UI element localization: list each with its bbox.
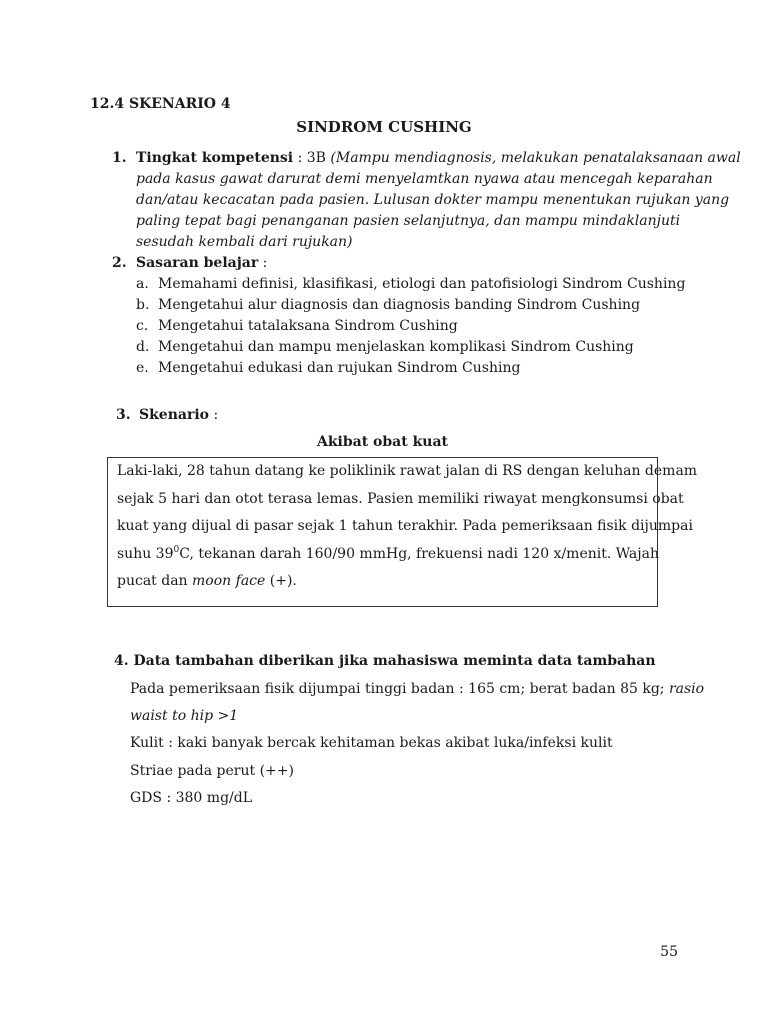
scenario-text: (+). — [265, 573, 297, 589]
subitem-letter: a. — [136, 276, 149, 292]
scenario-italic-text: moon face — [192, 573, 266, 589]
scenario-text: suhu 39 — [117, 546, 174, 562]
item4-line — [130, 679, 705, 699]
item4-text: Pada pemeriksaan fisik dijumpai tinggi badan : 165 cm; berat badan 85 kg; — [130, 681, 669, 697]
item2-label: Sasaran belajar — [136, 255, 259, 271]
item3-label: Skenario — [139, 407, 209, 423]
item4-line: GDS : 380 mg/dL — [130, 790, 253, 806]
subitem-letter: c. — [136, 318, 149, 334]
item1-desc-line: pada kasus gawat darurat demi menyelamtkan nyawa atau mencegah keparahan — [136, 171, 713, 187]
item1-desc-line: sesudah kembali dari rujukan) — [136, 234, 353, 250]
item1-sep: : 3B — [293, 150, 331, 166]
item3-sep: : — [209, 407, 219, 423]
item2-number: 2. — [112, 255, 127, 271]
subitem-letter: d. — [136, 339, 150, 355]
subitem-text: Mengetahui alur diagnosis dan diagnosis banding Sindrom Cushing — [158, 297, 641, 313]
item3-number: 3. — [116, 407, 131, 423]
subitem-text: Mengetahui dan mampu menjelaskan komplikasi Sindrom Cushing — [158, 339, 634, 355]
degree-superscript: 0 — [173, 545, 180, 555]
item1-label: Tingkat kompetensi — [136, 150, 294, 166]
scenario-text: C, tekanan darah 160/90 mmHg, frekuensi nadi 120 x/menit. Wajah — [179, 546, 659, 562]
item1-desc-line: (Mampu mendiagnosis, melakukan penatalaksanaan awal — [330, 150, 741, 166]
subitem-text: Memahami definisi, klasifikasi, etiologi dan patofisiologi Sindrom Cushing — [158, 276, 686, 292]
item2-sep: : — [258, 255, 268, 271]
scenario-title: Akibat obat kuat — [316, 434, 449, 450]
document-title: SINDROM CUSHING — [296, 118, 472, 136]
scenario-line — [117, 571, 297, 591]
scenario-line: kuat yang dijual di pasar sejak 1 tahun terakhir. Pada pemeriksaan fisik dijumpai — [117, 518, 693, 534]
subitem-text: Mengetahui edukasi dan rujukan Sindrom Cushing — [158, 360, 521, 376]
scenario-line — [117, 544, 659, 564]
scenario-text: pucat dan — [117, 573, 193, 589]
scenario-line: Laki-laki, 28 tahun datang ke poliklinik rawat jalan di RS dengan keluhan demam — [117, 463, 698, 479]
item3-heading — [139, 405, 218, 425]
item1-desc-line: dan/atau kecacatan pada pasien. Lulusan dokter mampu menentukan rujukan yang — [136, 192, 730, 208]
item4-italic-text: rasio — [668, 681, 705, 697]
item4-line: Striae pada perut (++) — [130, 763, 294, 779]
page-number: 55 — [660, 944, 678, 960]
subitem-letter: e. — [136, 360, 149, 376]
item1-number: 1. — [112, 150, 127, 166]
item2-heading — [136, 253, 267, 273]
item4-line: Kulit : kaki banyak bercak kehitaman bekas akibat luka/infeksi kulit — [130, 735, 613, 751]
item4-heading: 4. Data tambahan diberikan jika mahasiswa meminta data tambahan — [114, 653, 656, 669]
scenario-line: sejak 5 hari dan otot terasa lemas. Pasien memiliki riwayat mengkonsumsi obat — [117, 491, 684, 507]
subitem-letter: b. — [136, 297, 150, 313]
item4-line: waist to hip >1 — [130, 708, 239, 724]
item1-desc-line: paling tepat bagi penanganan pasien selanjutnya, dan mampu mindaklanjuti — [136, 213, 681, 229]
section-heading: 12.4 SKENARIO 4 — [90, 96, 231, 112]
item1-first-line — [136, 148, 741, 168]
subitem-text: Mengetahui tatalaksana Sindrom Cushing — [158, 318, 458, 334]
